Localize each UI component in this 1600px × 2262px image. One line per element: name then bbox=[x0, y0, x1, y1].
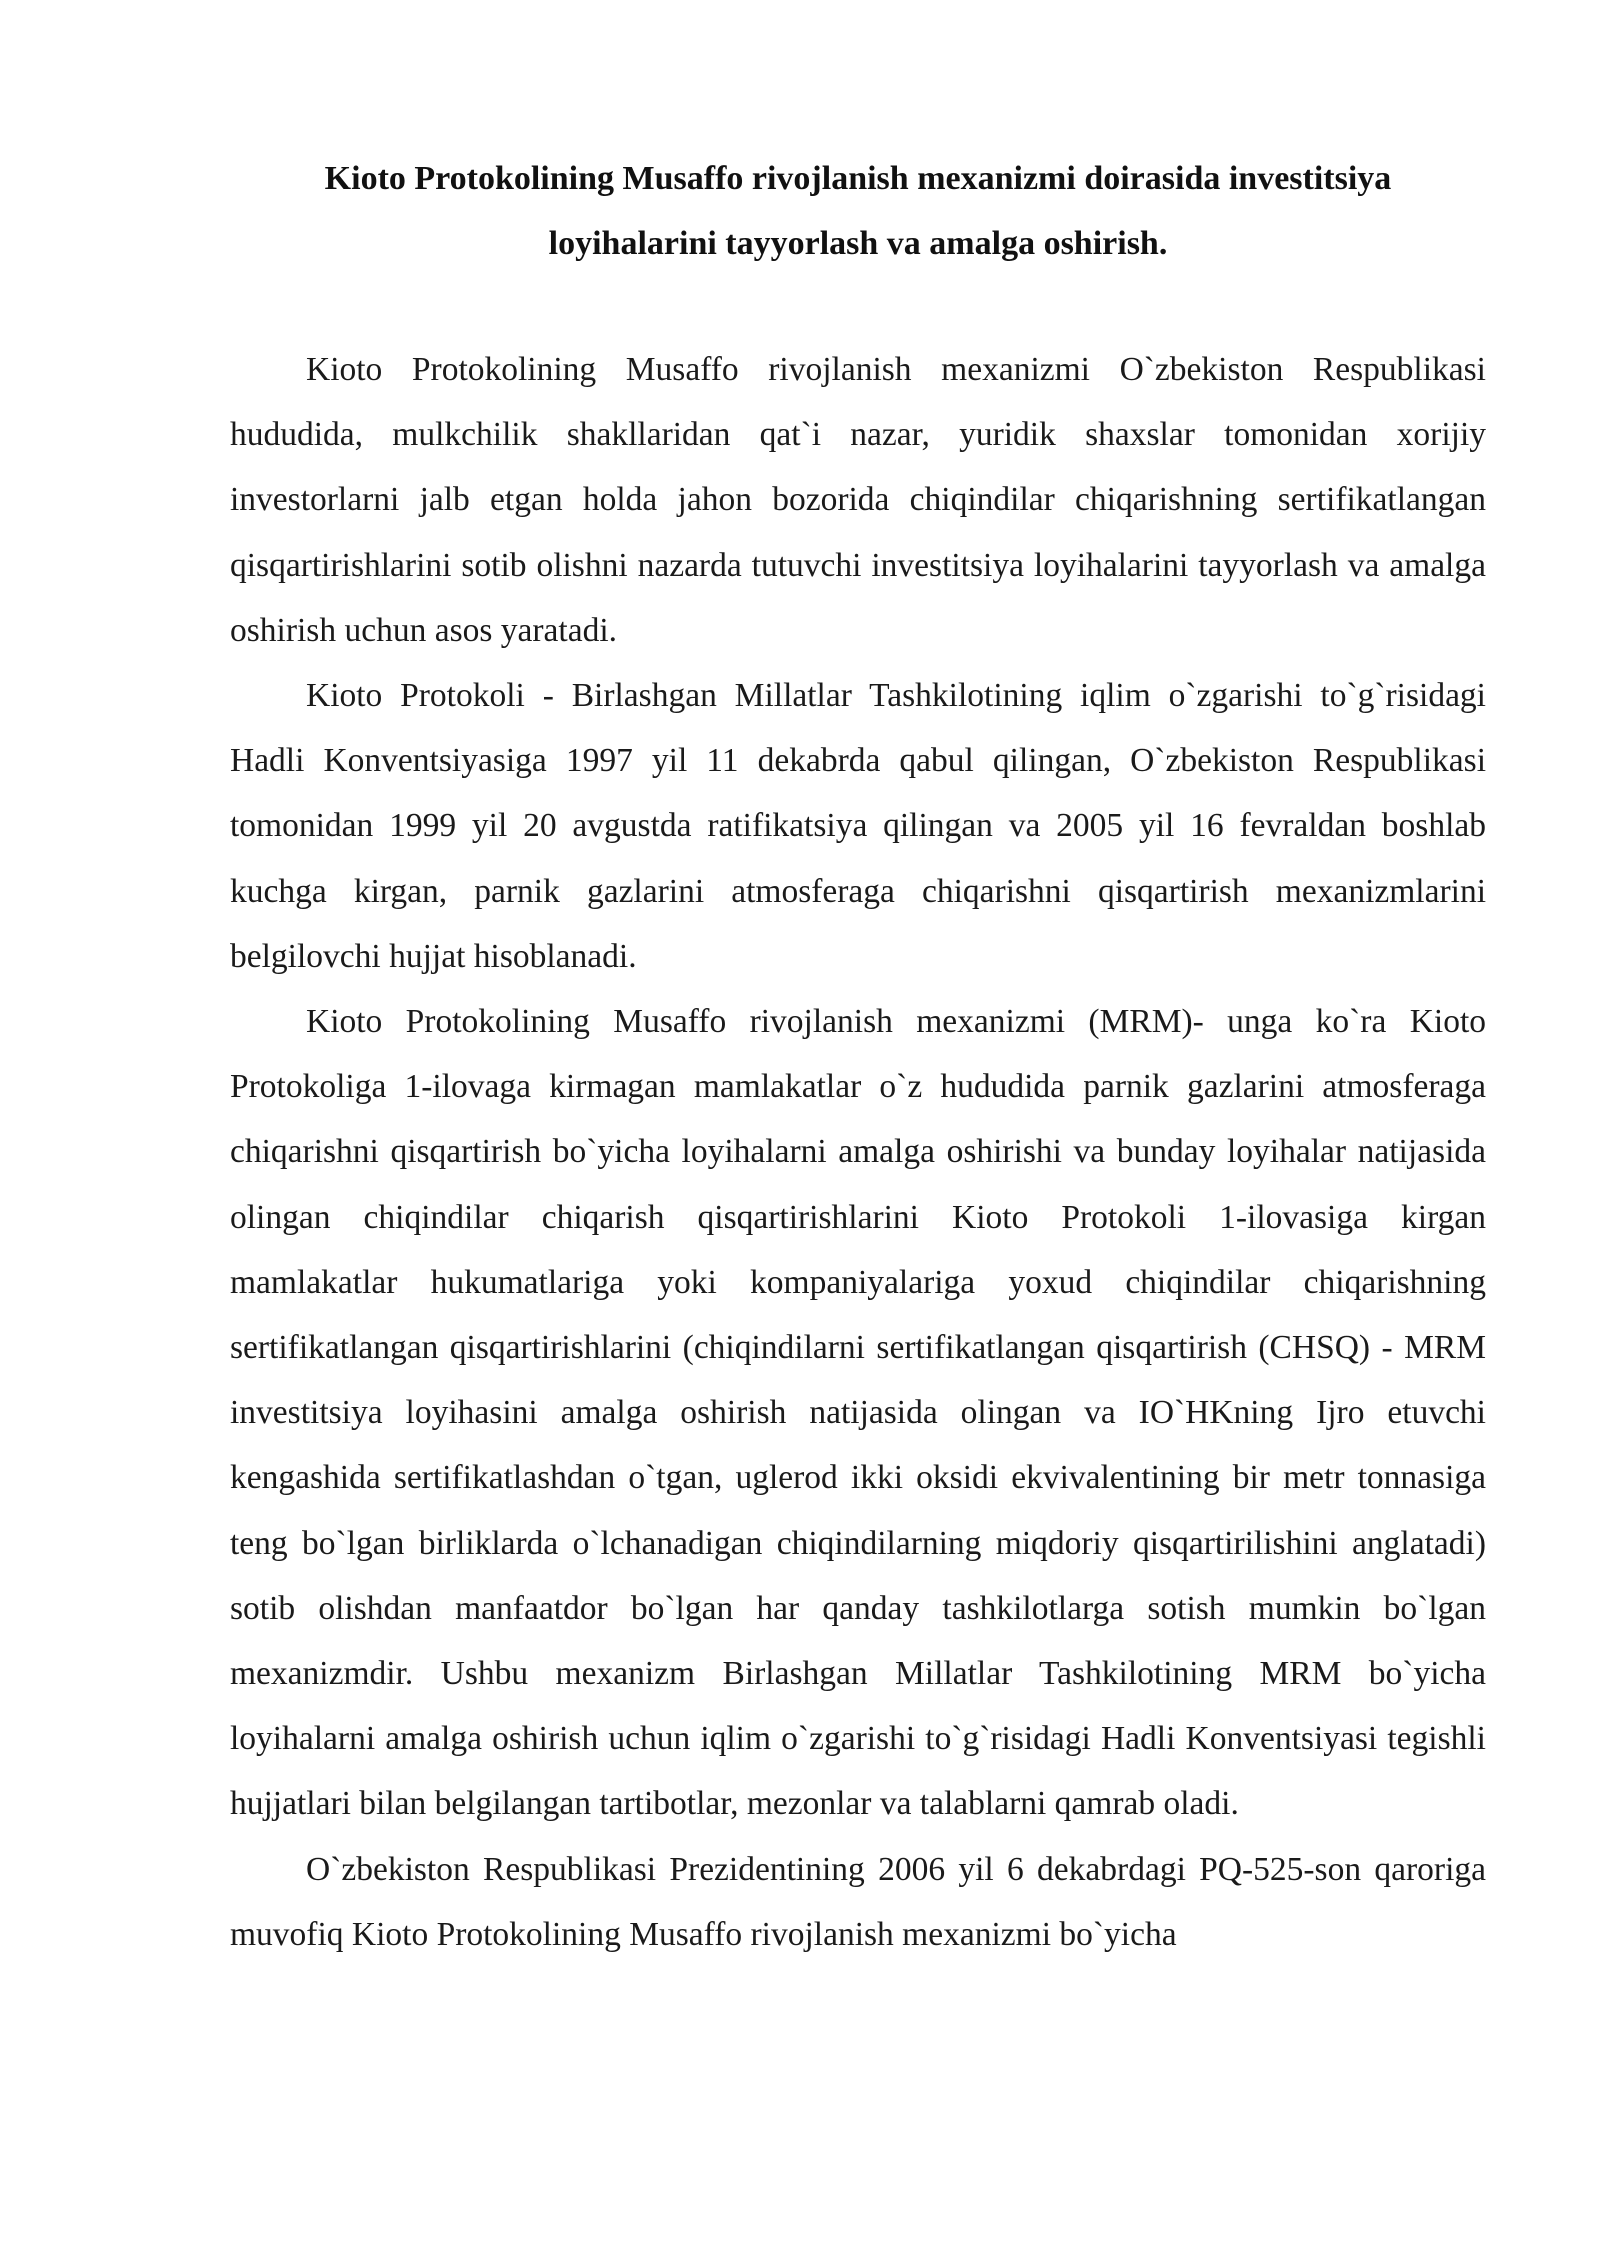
paragraph-2: Kioto Protokoli - Birlashgan Millatlar Tashkilotining iqlim o`zgarishi to`g`risidagi Hadli Konventsiyasiga 1997 yil 11 dekabrda qabul qilingan, O`zbekiston Respublikasi tomonidan 1999 yil 20 avgustda ratifikatsiya qilingan va 2005 yil 16 fevraldan boshlab kuchga kirgan, parnik gazlarini atmosferaga chiqarishni qisqartirish mexanizmlarini belgilovchi hujjat hisoblanadi. bbox=[230, 677, 1486, 975]
document-title-line-2: loyihalarini tayyorlash va amalga oshirish. bbox=[548, 225, 1168, 262]
document-title bbox=[230, 146, 1486, 276]
document-body bbox=[230, 337, 1486, 1967]
paragraph-3: Kioto Protokolining Musaffo rivojlanish mexanizmi (MRM)- unga ko`ra Kioto Protokoliga 1-ilovaga kirmagan mamlakatlar o`z hududida parnik gazlarini atmosferaga chiqarishni qisqartirish bo`yicha loyihalarni amalga oshirishi va bunday loyihalar natijasida olingan chiqindilar chiqarish qisqartirishlarini Kioto Protokoli 1-ilovasiga kirgan mamlakatlar hukumatlariga yoki kompaniyalariga yoxud chiqindilar chiqarishning sertifikatlangan qisqartirishlarini (chiqindilarni sertifikatlangan qisqartirish (CHSQ) - MRM investitsiya loyihasini amalga oshirish natijasida olingan va IO`HKning Ijro etuvchi kengashida sertifikatlashdan o`tgan, uglerod ikki oksidi ekvivalentining bir metr tonnasiga teng bo`lgan birliklarda o`lchanadigan chiqindilarning miqdoriy qisqartirilishini anglatadi) sotib olishdan manfaatdor bo`lgan har qanday tashkilotlarga sotish mumkin bo`lgan mexanizmdir. Ushbu mexanizm Birlashgan Millatlar Tashkilotining MRM bo`yicha loyihalarni amalga oshirish uchun iqlim o`zgarishi to`g`risidagi Hadli Konventsiyasi tegishli hujjatlari bilan belgilangan tartibotlar, mezonlar va talablarni qamrab oladi. bbox=[230, 1003, 1486, 1823]
paragraph-4: O`zbekiston Respublikasi Prezidentining 2006 yil 6 dekabrdagi PQ-525-son qaroriga muvofiq Kioto Protokolining Musaffo rivojlanish mexanizmi bo`yicha bbox=[230, 1850, 1486, 1953]
document-title-line-1: Kioto Protokolining Musaffo rivojlanish mexanizmi doirasida investitsiya bbox=[324, 160, 1392, 197]
paragraph-1: Kioto Protokolining Musaffo rivojlanish mexanizmi O`zbekiston Respublikasi hududida, mulkchilik shakllaridan qat`i nazar, yuridik shaxslar tomonidan xorijiy investorlarni jalb etgan holda jahon bozorida chiqindilar chiqarishning sertifikatlangan qisqartirishlarini sotib olishni nazarda tutuvchi investitsiya loyihalarini tayyorlash va amalga oshirish uchun asos yaratadi. bbox=[230, 351, 1486, 649]
